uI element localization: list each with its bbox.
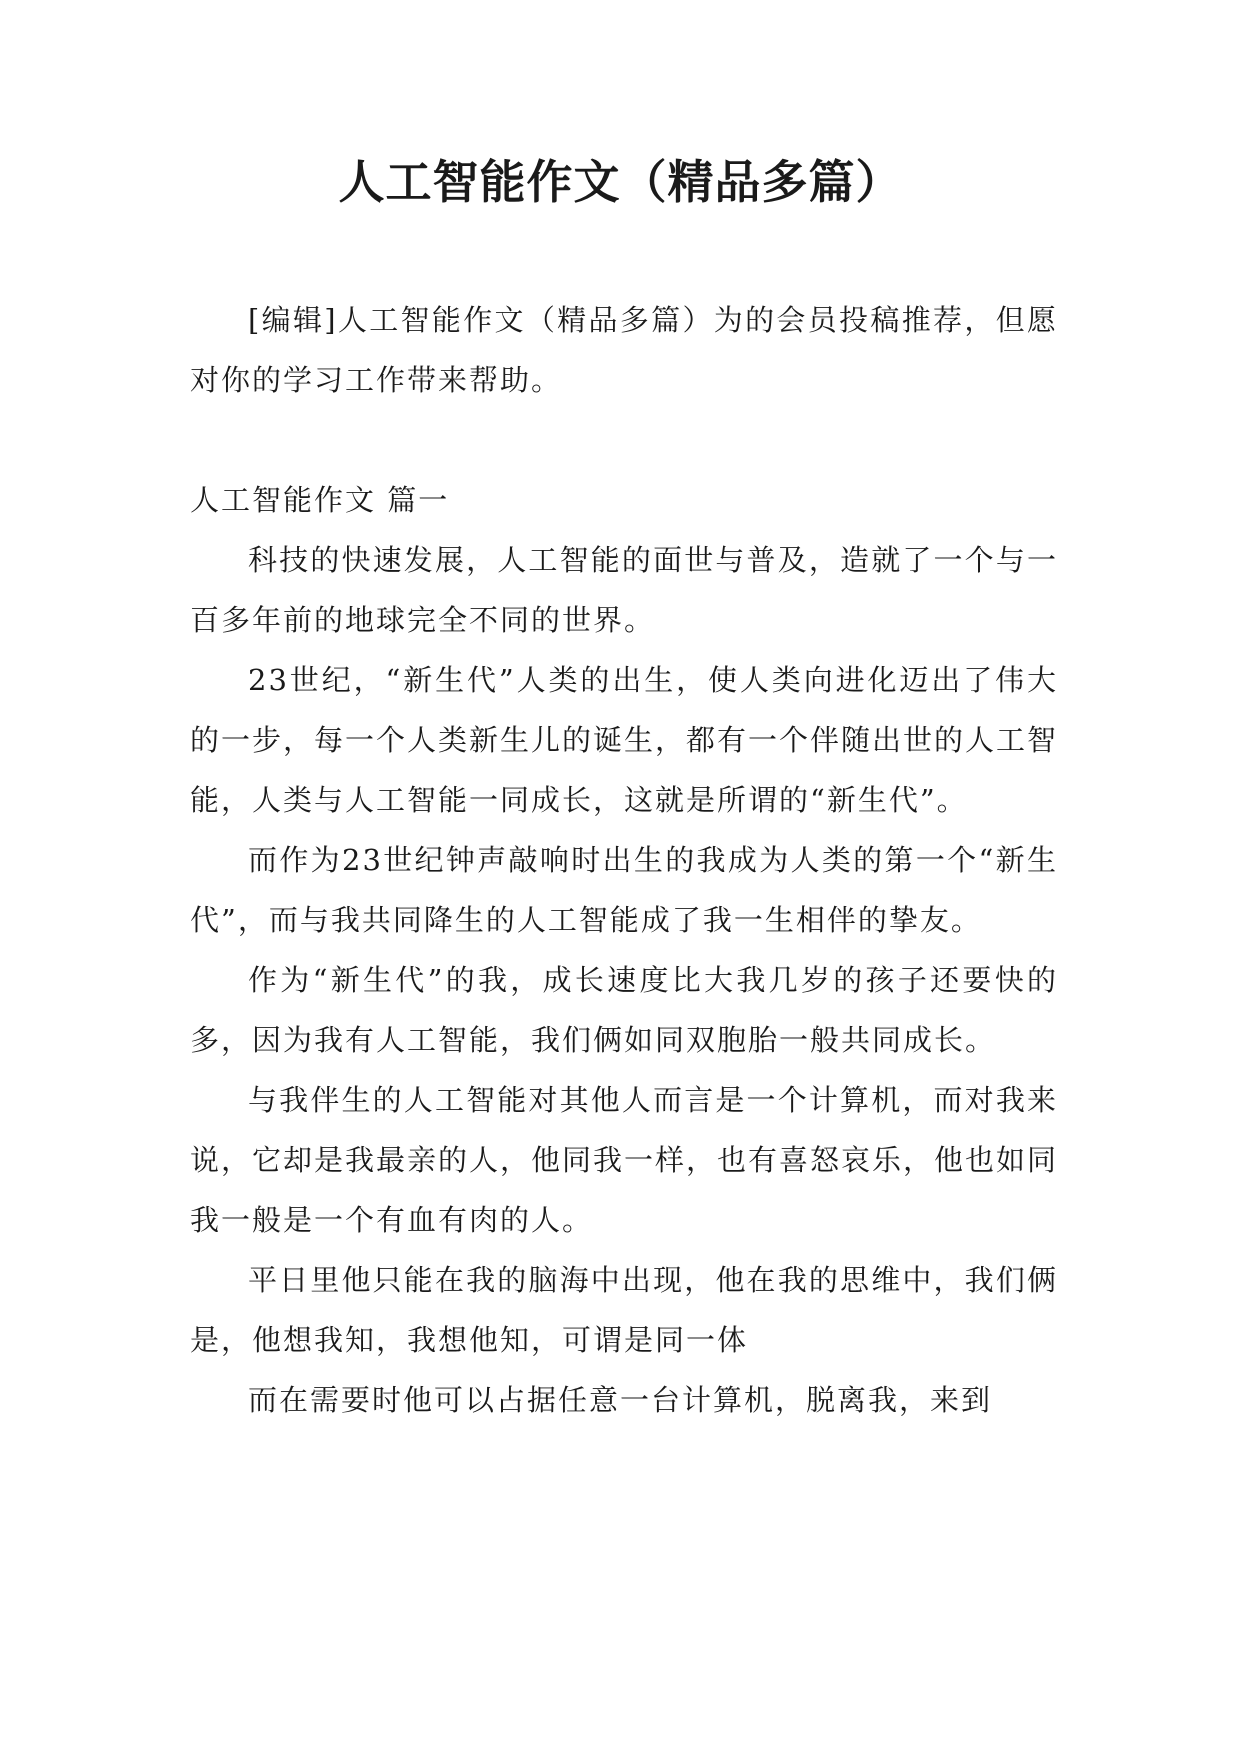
paragraph-6: 平日里他只能在我的脑海中出现，他在我的思维中，我们俩是，他想我知，我想他知，可谓是同一体 bbox=[190, 1263, 1058, 1357]
section-heading: 人工智能作文 篇一 bbox=[190, 483, 450, 517]
paragraph-3: 而作为23世纪钟声敲响时出生的我成为人类的第一个“新生代”，而与我共同降生的人工智能成了我一生相伴的挚友。 bbox=[190, 843, 1058, 937]
paragraph-2: 23世纪，“新生代”人类的出生，使人类向进化迈出了伟大的一步，每一个人类新生儿的诞生，都有一个伴随出世的人工智能，人类与人工智能一同成长，这就是所谓的“新生代”。 bbox=[190, 663, 1059, 817]
paragraph-7: 而在需要时他可以占据任意一台计算机，脱离我，来到 bbox=[248, 1383, 993, 1417]
document-body bbox=[190, 290, 1058, 1430]
document-title: 人工智能作文（精品多篇） bbox=[338, 155, 903, 209]
intro-paragraph: [编辑]人工智能作文（精品多篇）为的会员投稿推荐，但愿对你的学习工作带来帮助。 bbox=[190, 303, 1058, 397]
paragraph-1: 科技的快速发展，人工智能的面世与普及，造就了一个与一百多年前的地球完全不同的世界。 bbox=[190, 543, 1058, 637]
paragraph-5: 与我伴生的人工智能对其他人而言是一个计算机，而对我来说，它却是我最亲的人，他同我一样，也有喜怒哀乐，他也如同我一般是一个有血有肉的人。 bbox=[190, 1083, 1059, 1237]
paragraph-4: 作为“新生代”的我，成长速度比大我几岁的孩子还要快的多，因为我有人工智能，我们俩如同双胞胎一般共同成长。 bbox=[190, 963, 1058, 1057]
